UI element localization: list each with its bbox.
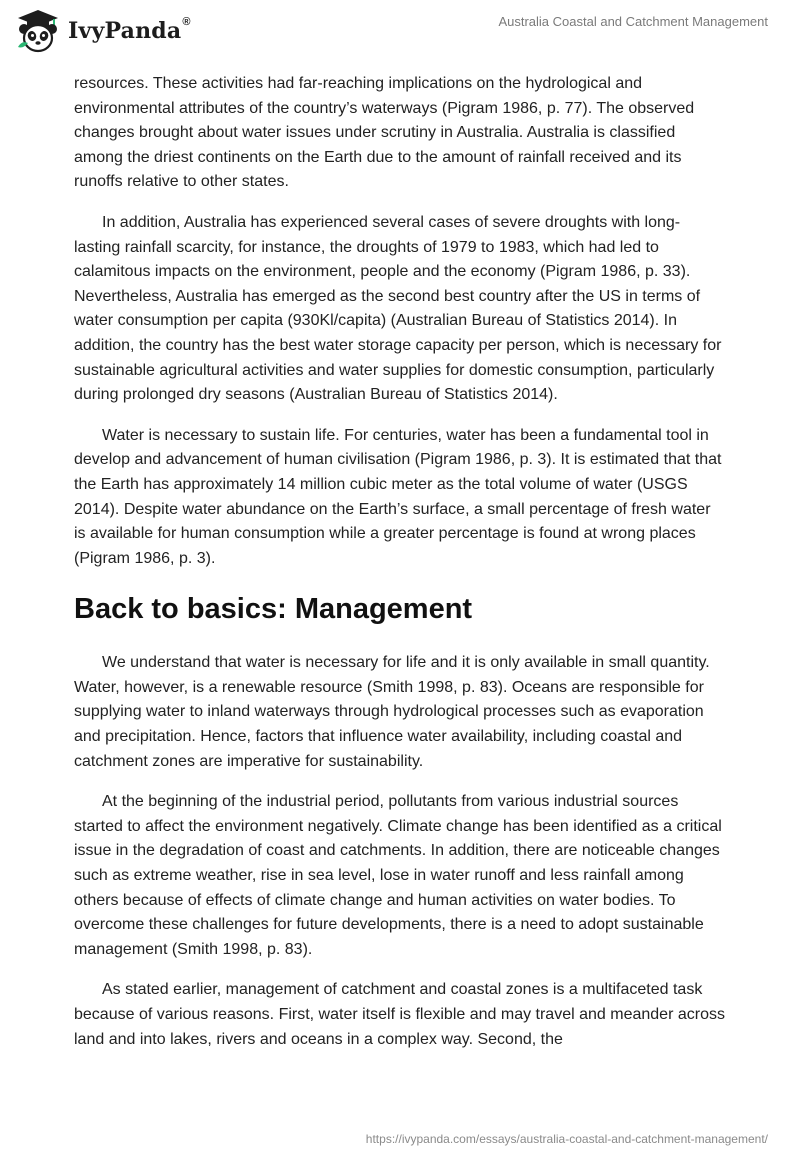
paragraph: We understand that water is necessary for life and it is only available in small quantity. Water, however, is a renewable resource (Smith 1998, p. 83). Oceans are responsible for supplying water to inland waterways through hydrological processes such as evaporation and precipitation. Hence, factors that influence water availability, including coastal and catchment zones are imperative for sustainability. (74, 654, 710, 770)
section-heading: Back to basics: Management (74, 593, 473, 626)
essay-content (74, 72, 726, 1068)
registered-mark: ® (182, 16, 191, 28)
running-title: Australia Coastal and Catchment Management (498, 14, 768, 29)
paragraph: In addition, Australia has experienced several cases of severe droughts with long-lasting rainfall scarcity, for instance, the droughts of 1979 to 1983, which had led to calamitous impacts on the environment, people and the economy (Pigram 1986, p. 33). Nevertheless, Australia has emerged as the second best country after the US in terms of water consumption per capita (930Kl/capita) (Australian Bureau of Statistics 2014). In addition, the country has the best water storage capacity per person, which is necessary for sustainable agricultural activities and water supplies for domestic consumption, particularly during prolonged dry seasons (Australian Bureau of Statistics 2014). (74, 213, 722, 404)
paragraph: As stated earlier, management of catchment and coastal zones is a multifaceted task because of various reasons. First, water itself is flexible and may travel and meander across land and into lakes, rivers and oceans in a complex way. Second, the (74, 981, 725, 1048)
ivypanda-logo[interactable] (14, 6, 191, 56)
paragraph: At the beginning of the industrial period, pollutants from various industrial sources started to affect the environment negatively. Climate change has been identified as a critical issue in the degradation of coast and catchments. In addition, there are noticeable changes such as extreme weather, rise in sea level, lose in water runoff and less rainfall among others because of effects of climate change and human activities on water bodies. To overcome these challenges for future developments, there is a need to adopt sustainable management (Smith 1998, p. 83). (74, 793, 722, 958)
page-url[interactable]: https://ivypanda.com/essays/australia-coastal-and-catchment-management/ (365, 1132, 768, 1146)
paragraph: Water is necessary to sustain life. For centuries, water has been a fundamental tool in develop and advancement of human civilisation (Pigram 1986, p. 3). It is estimated that that the Earth has approximately 14 million cubic meter as the total volume of water (USGS 2014). Despite water abundance on the Earth’s surface, a small percentage of fresh water is available for human consumption while a greater percentage is found at wrong places (Pigram 1986, p. 3). (74, 426, 722, 567)
page-header (0, 0, 800, 62)
panda-graduate-icon (14, 7, 62, 55)
paragraph: resources. These activities had far-reaching implications on the hydrological and environmental attributes of the country’s waterways (Pigram 1986, p. 77). The observed changes brought about water issues under scrutiny in Australia. Australia is classified among the driest continents on the Earth due to the amount of rainfall received and its runoffs relative to other states. (74, 75, 695, 191)
brand-name: IvyPanda® (68, 16, 191, 44)
